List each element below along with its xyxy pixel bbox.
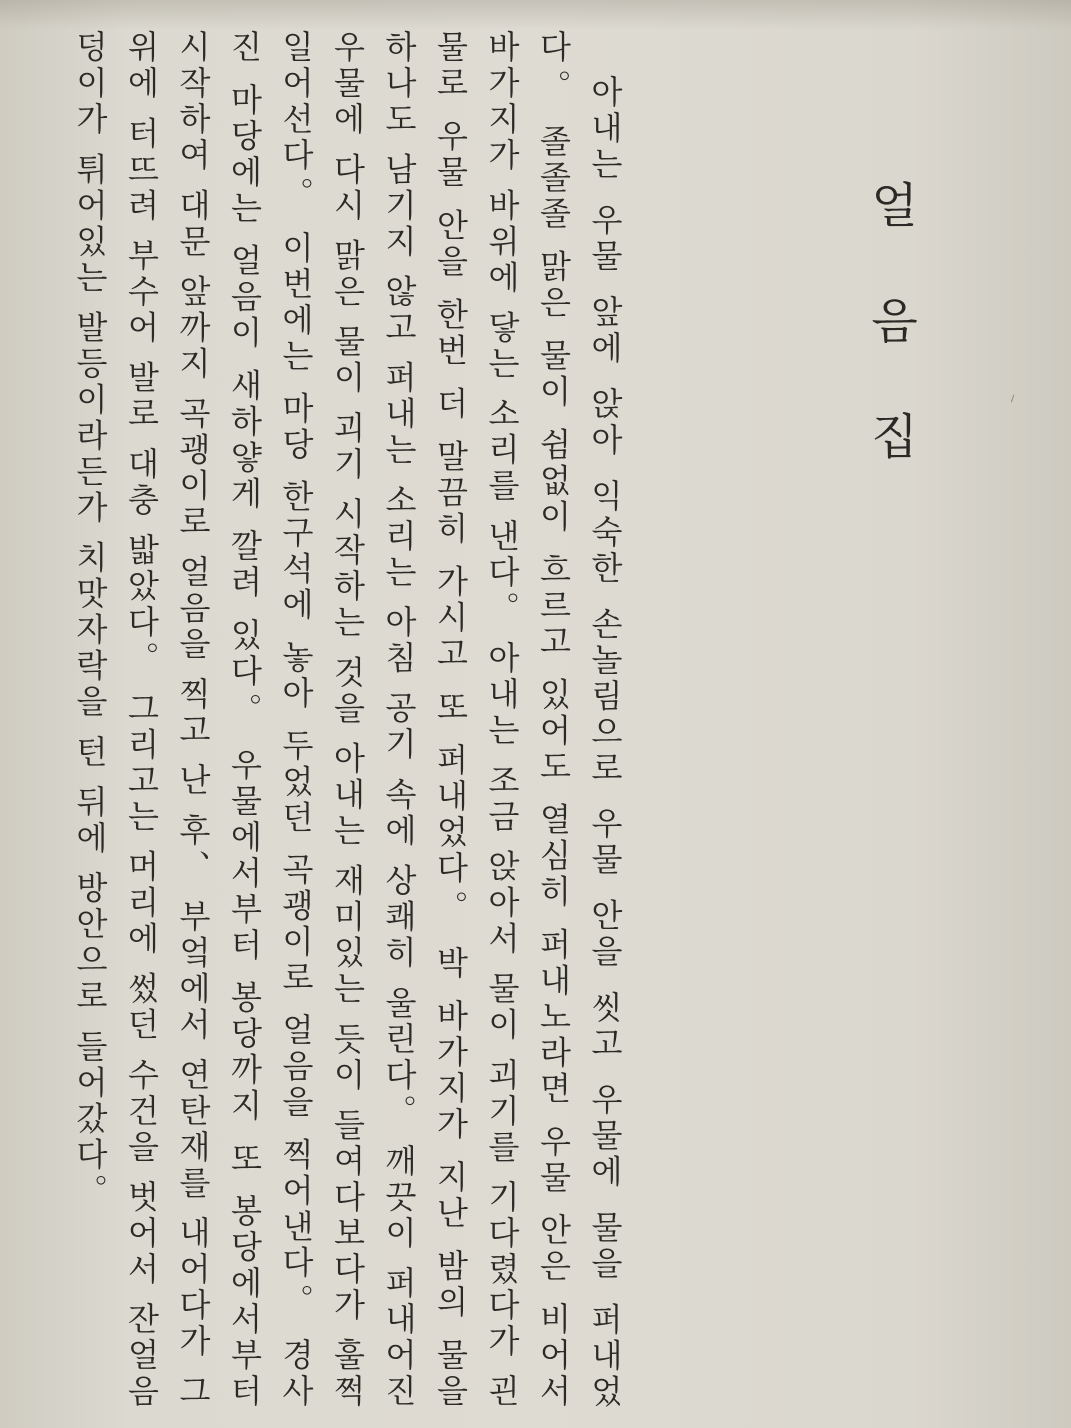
chapter-title: 얼 음 집 bbox=[862, 180, 918, 485]
body-text bbox=[71, 30, 630, 1411]
pencil-mark bbox=[1011, 395, 1017, 404]
paragraph: 아내는 우물 앞에 앉아 익숙한 손놀림으로 우물 안을 씻고 우물에 물을 퍼내었다。 졸졸졸 맑은 물이 쉼없이 흐르고 있어도 열심히 퍼내노라면 우물 안은 비어서 바가지가 바위에 닿는 소리를 낸다。 아내는 조금 앉아서 물이 괴기를 기다렸다가 괸 물로 우물 안을 한번 더 말끔히 가시고 또 퍼내었다。 박 바가지가 지난 밤의 물을 하나도 남기지 않고 퍼내는 소리는 아침 공기 속에 상쾌히 울린다。 깨끗이 퍼내어진 우물에 다시 맑은 물이 괴기 시작하는 것을 아내는 재미있는 듯이 들여다보다가 훌쩍 일어선다。 이번에는 마당 한구석에 놓아 두었던 곡괭이로 얼음을 찍어낸다。 경사진 마당에는 얼음이 새하얗게 깔려 있다。 우물에서부터 봉당까지 또 봉당에서부터 시작하여 대문 앞까지 곡괭이로 얼음을 찍고 난 후、 부엌에서 연탄재를 내어다가 그 위에 터뜨려 부수어 발로 대충 밟았다。 그리고는 머리에 썼던 수건을 벗어서 잔얼음덩이가 튀어있는 발등이라든가 치맛자락을 턴 뒤에 방안으로 들어갔다。 bbox=[71, 30, 624, 1411]
page-shadow bbox=[0, 0, 1071, 30]
